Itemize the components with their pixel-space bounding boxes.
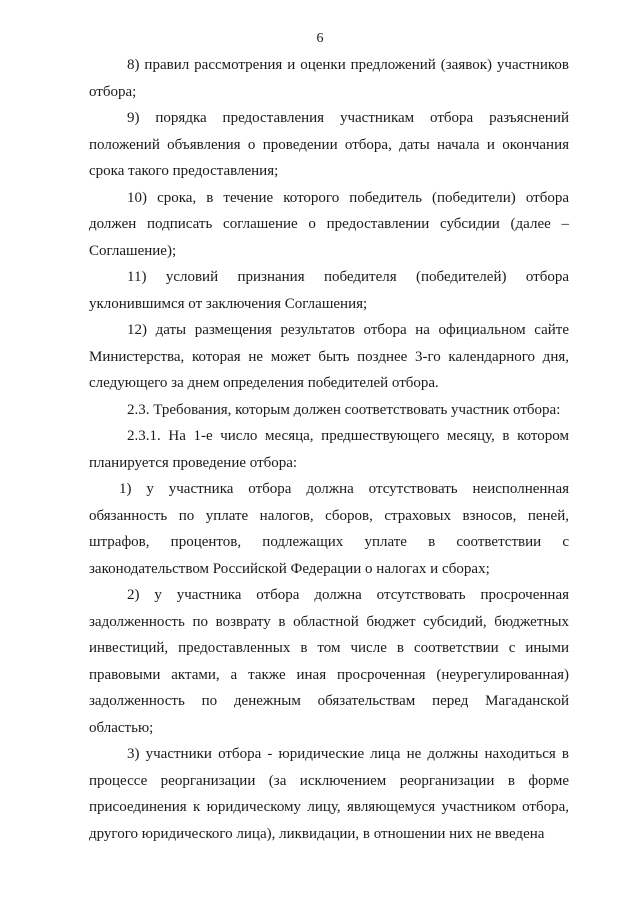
section-heading-2-3: 2.3. Требования, которым должен соответствовать участник отбора: — [127, 401, 561, 418]
page-number: 6 — [316, 31, 324, 46]
requirement-item-1: 1) у участника отбора должна отсутствовать неисполненная обязанность по уплате налогов, сборов, страховых взносов, пеней, штрафов, процентов, подлежащих уплате в соответствии с законодательством Российской Федерации о налогах и сборах; — [89, 481, 569, 577]
requirement-item-3: 3) участники отбора - юридические лица не должны находиться в процессе реорганизации (за исключением реорганизации в форме присоединения к юридическому лицу, являющемуся участником отбора, другого юридического лица), ликвидации, в отношении них не введена — [89, 746, 569, 842]
paragraph-item-11: 11) условий признания победителя (победителей) отбора уклонившимся от заключения Соглашения; — [89, 269, 569, 312]
paragraph-item-10: 10) срока, в течение которого победитель (победители) отбора должен подписать соглашение о предоставлении субсидии (далее – Соглашение); — [89, 189, 569, 259]
paragraph-item-12: 12) даты размещения результатов отбора на официальном сайте Министерства, которая не может быть позднее 3-го календарного дня, следующего за днем определения победителей отбора. — [89, 322, 569, 391]
document-body — [89, 52, 569, 847]
requirement-item-2: 2) у участника отбора должна отсутствовать просроченная задолженность по возврату в областной бюджет субсидий, бюджетных инвестиций, предоставленных в том числе в соответствии с иными правовыми актами, а также иная просроченная (неурегулированная) задолженность по денежным обязательствам перед Магаданской областью; — [89, 587, 569, 736]
paragraph-item-9: 9) порядка предоставления участникам отбора разъяснений положений объявления о проведении отбора, даты начала и окончания срока такого предоставления; — [89, 110, 569, 179]
paragraph-2-3-1: 2.3.1. На 1-е число месяца, предшествующего месяцу, в котором планируется проведение отбора: — [89, 428, 569, 471]
paragraph-item-8: 8) правил рассмотрения и оценки предложений (заявок) участников отбора; — [89, 57, 569, 100]
